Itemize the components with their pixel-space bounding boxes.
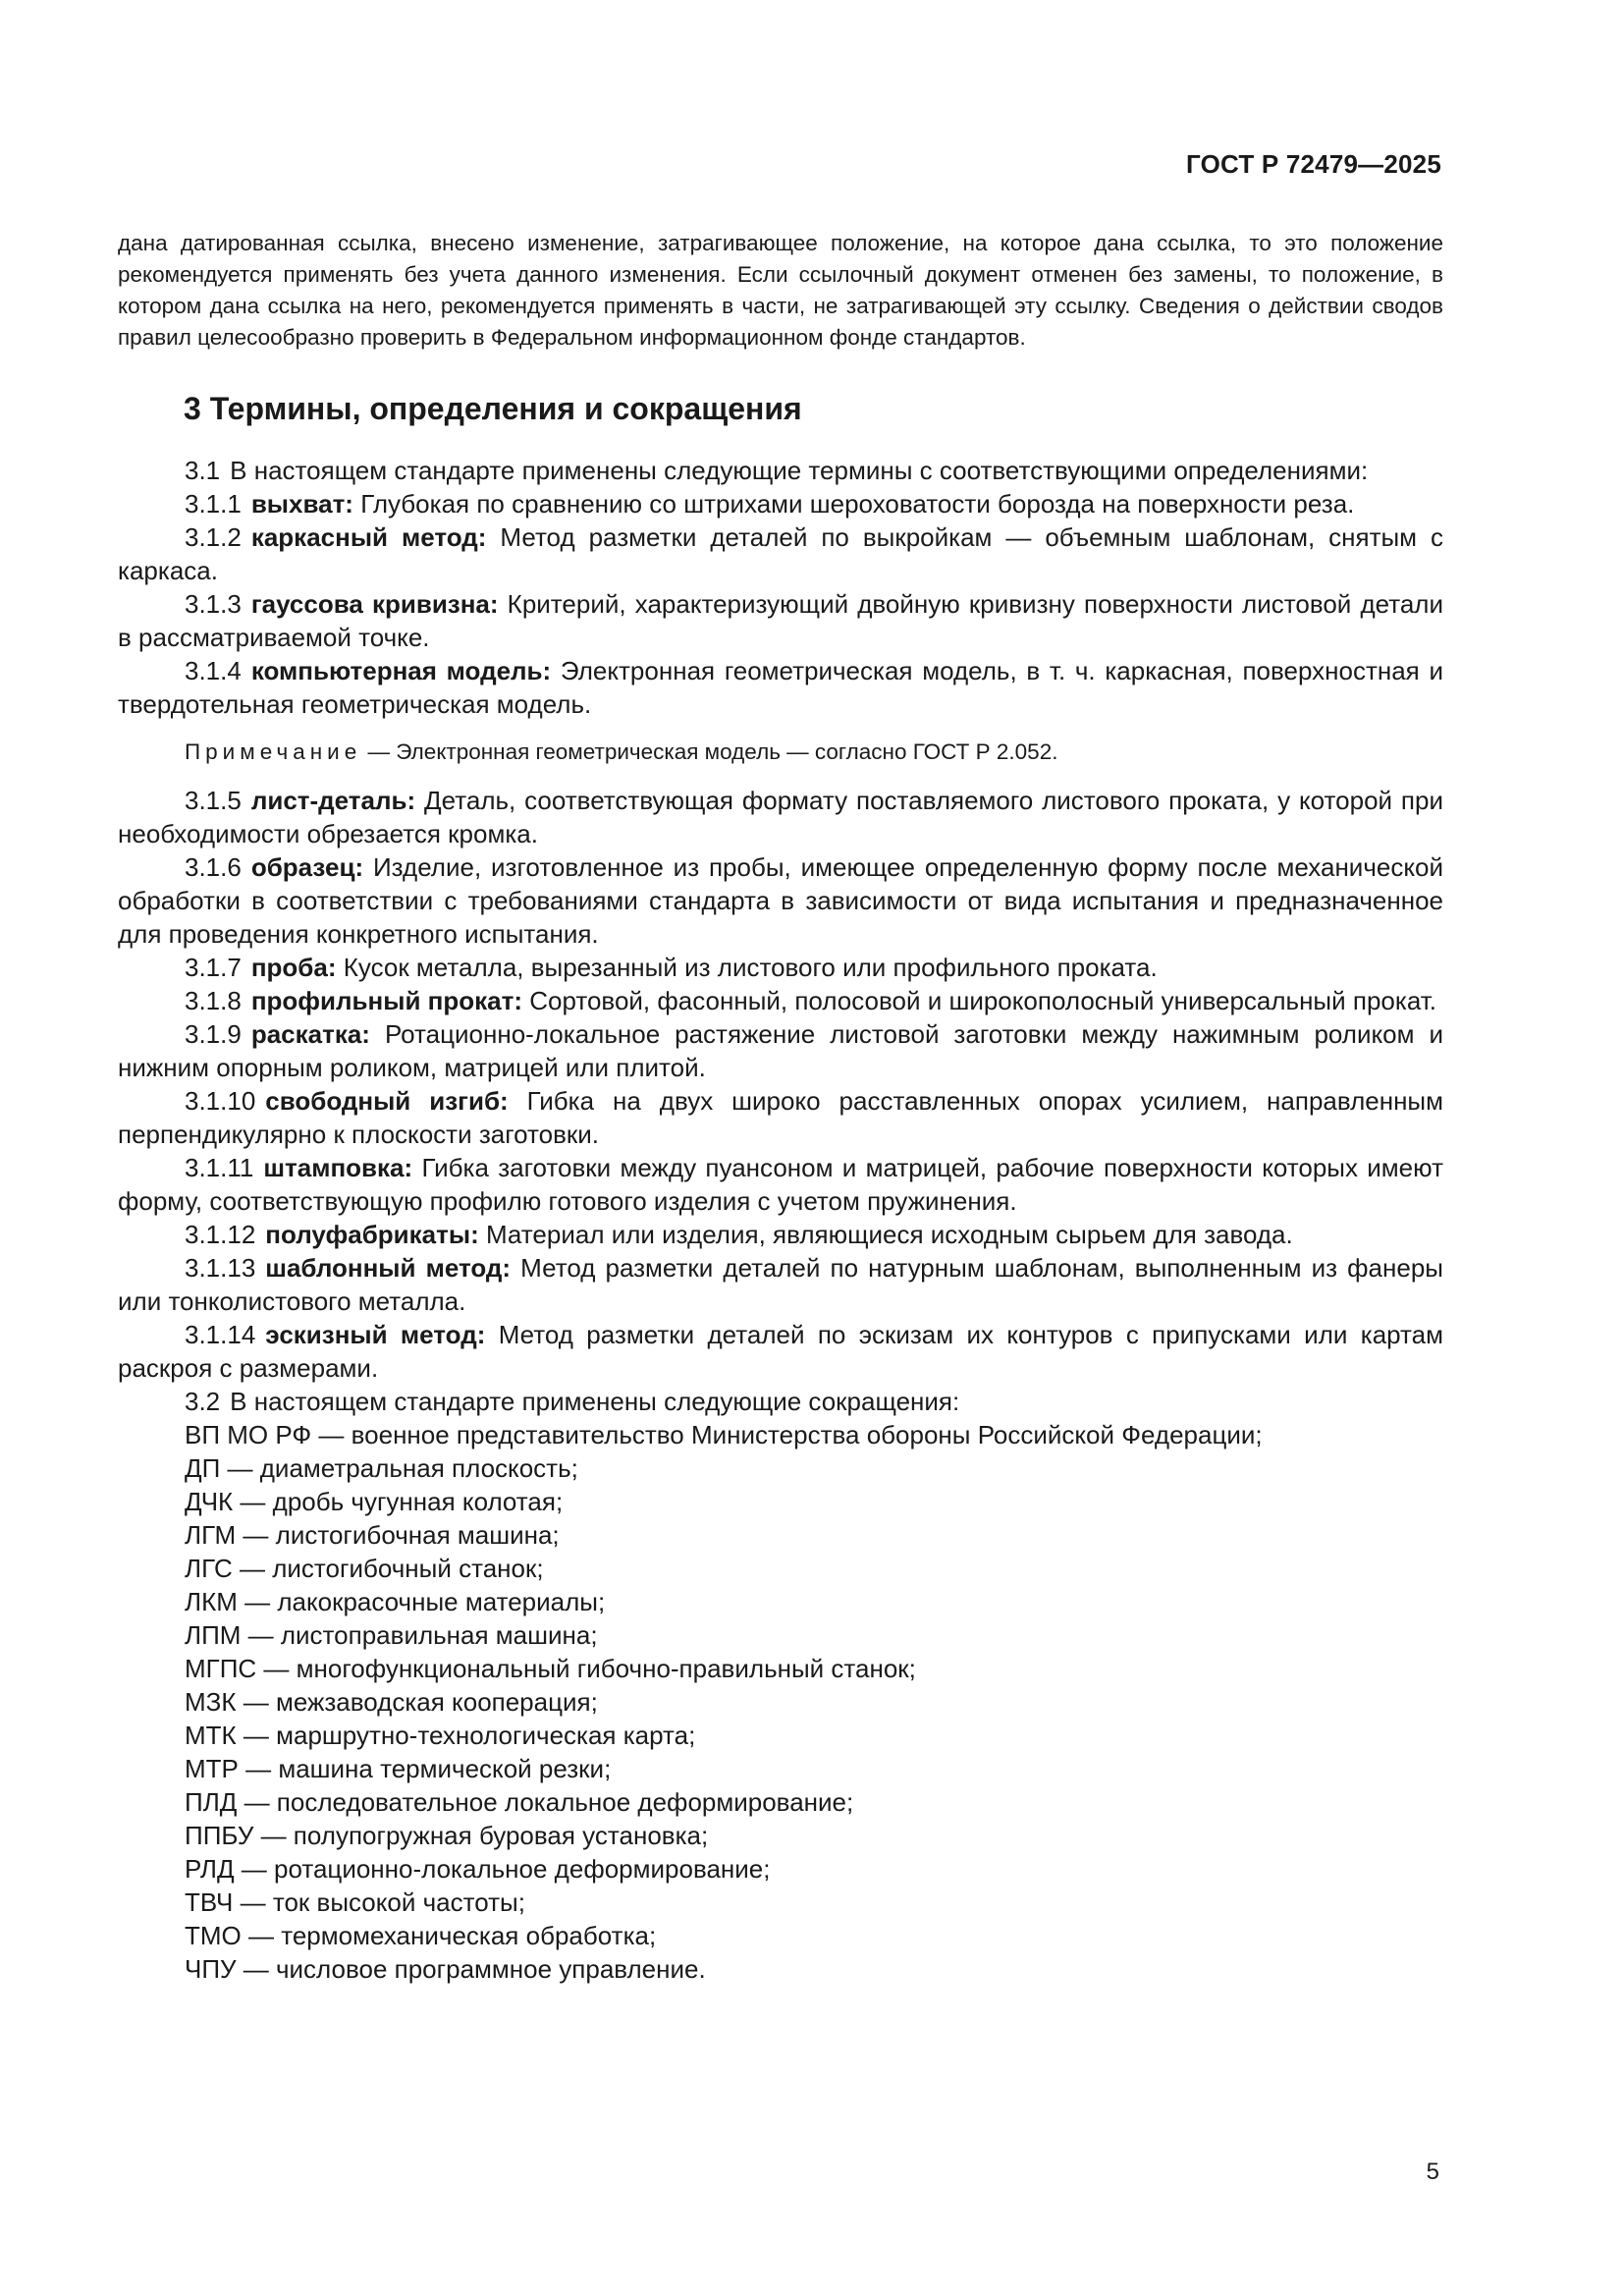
term-number: 3.1.8: [185, 986, 242, 1015]
intro-paragraph: дана датированная ссылка, внесено изменение, затрагивающее положение, на которое дана ссылка, то это положение рекомендуется применять без учета данного изменения. Если ссылочный документ отменен без замены, то положение, в котором дана ссылка на него, рекомендуется применять в части, не затрагивающей эту ссылку. Сведения о действии сводов правил целесообразно проверить в Федеральном информационном фонде стандартов.: [118, 231, 1443, 350]
note-label: Примечание: [185, 739, 362, 764]
term-3-1-2: [118, 520, 1443, 587]
term-name: эскизный метод:: [265, 1320, 486, 1349]
term-number: 3.1.9: [185, 1019, 242, 1049]
abbreviation-item: РЛД — ротационно-локальное деформирование;: [185, 1854, 771, 1884]
note-text: — Электронная геометрическая модель — согласно ГОСТ Р 2.052.: [367, 739, 1058, 764]
section-title: 3 Термины, определения и сокращения: [184, 391, 802, 426]
term-definition: Глубокая по сравнению со штрихами шероховатости борозда на поверхности реза.: [360, 489, 1355, 519]
term-name: шаблонный метод:: [265, 1253, 512, 1283]
term-name: полуфабрикаты:: [265, 1220, 479, 1249]
clause-text: В настоящем стандарте применены следующие сокращения:: [230, 1387, 960, 1416]
abbreviation-item: ТВЧ — ток высокой частоты;: [185, 1887, 525, 1917]
abbreviation-item: ПЛД — последовательное локальное деформирование;: [185, 1787, 854, 1817]
clause-3-1: [118, 454, 1443, 487]
term-3-1-14: [118, 1318, 1443, 1385]
term-name: штамповка:: [263, 1153, 413, 1182]
term-name: проба:: [250, 953, 337, 982]
term-number: 3.1.12: [185, 1220, 256, 1249]
clause-number: 3.2: [185, 1387, 221, 1416]
abbreviation-item: ЧПУ — числовое программное управление.: [185, 1954, 706, 1984]
term-definition: Метод разметки деталей по выкройкам — объемным шаблонам, снятым с каркаса.: [118, 522, 1443, 585]
abbreviation-item: ЛГС — листогибочный станок;: [185, 1554, 544, 1583]
abbreviation-item: МТР — машина термической резки;: [185, 1754, 612, 1783]
term-name: гауссова кривизна:: [250, 589, 499, 619]
term-3-1-11: [118, 1151, 1443, 1218]
term-name: компьютерная модель:: [250, 656, 552, 685]
abbreviation-item: ВП МО РФ — военное представительство Министерства обороны Российской Федерации;: [185, 1420, 1263, 1449]
clause-text: В настоящем стандарте применены следующие термины с соответствующими определениями:: [230, 456, 1369, 485]
term-3-1-3: [118, 587, 1443, 654]
term-number: 3.1.13: [185, 1253, 256, 1283]
abbreviation-item: ДП — диаметральная плоскость;: [185, 1453, 578, 1483]
term-3-1-10: [118, 1084, 1443, 1151]
abbreviation-item: МТК — маршрутно-технологическая карта;: [185, 1721, 696, 1750]
term-number: 3.1.14: [185, 1320, 256, 1349]
term-3-1-4: [118, 654, 1443, 721]
page-number: 5: [1426, 2159, 1439, 2185]
term-definition: Критерий, характеризующий двойную кривизну поверхности листовой детали в рассматриваемой точке.: [118, 589, 1443, 652]
term-name: лист-деталь:: [250, 786, 416, 815]
term-number: 3.1.4: [185, 656, 242, 685]
term-3-1-9: [118, 1017, 1443, 1084]
term-name: каркасный метод:: [250, 522, 487, 552]
clause-3-2: [118, 1385, 1443, 1418]
abbreviation-item: ЛПМ — листоправильная машина;: [185, 1620, 598, 1650]
abbreviation-item: МГПС — многофункциональный гибочно-правильный станок;: [185, 1654, 916, 1683]
term-definition: Изделие, изготовленное из пробы, имеющее определенную форму после механической обработки в соответствии с требованиями стандарта в зависимости от вида испытания и предназначенное для проведения конкретного испытания.: [118, 852, 1443, 949]
term-definition: Электронная геометрическая модель, в т. ч. каркасная, поверхностная и твердотельная геометрическая модель.: [118, 656, 1443, 719]
term-number: 3.1.2: [185, 522, 242, 552]
term-number: 3.1.3: [185, 589, 242, 619]
term-name: выхват:: [250, 489, 353, 519]
term-name: образец:: [250, 852, 364, 882]
term-name: свободный изгиб:: [265, 1086, 509, 1116]
abbreviation-item: МЗК — межзаводская кооперация;: [185, 1687, 598, 1717]
term-3-1-12: [118, 1218, 1443, 1251]
term-number: 3.1.11: [185, 1153, 254, 1182]
term-number: 3.1.7: [185, 953, 242, 982]
term-number: 3.1.6: [185, 852, 242, 882]
term-3-1-1: [118, 487, 1443, 520]
term-definition: Гибка заготовки между пуансоном и матрицей, рабочие поверхности которых имеют форму, соответствующую профилю готового изделия с учетом пружинения.: [118, 1153, 1443, 1216]
abbreviation-item: ЛГМ — листогибочная машина;: [185, 1520, 560, 1550]
term-name: профильный прокат:: [250, 986, 522, 1015]
abbreviation-item: ЛКМ — лакокрасочные материалы;: [185, 1587, 606, 1616]
term-number: 3.1.1: [185, 489, 242, 519]
term-definition: Кусок металла, вырезанный из листового или профильного проката.: [343, 953, 1158, 982]
clause-number: 3.1: [185, 456, 221, 485]
abbreviation-item: ТМО — термомеханическая обработка;: [185, 1921, 657, 1950]
term-definition: Деталь, соответствующая формату поставляемого листового проката, у которой при необходимости обрезается кромка.: [118, 786, 1443, 848]
term-definition: Материал или изделия, являющиеся исходным сырьем для завода.: [485, 1220, 1293, 1249]
abbreviation-item: ППБУ — полупогружная буровая установка;: [185, 1821, 709, 1850]
note: [118, 737, 1443, 768]
term-3-1-6: [118, 850, 1443, 951]
term-definition: Метод разметки деталей по натурным шаблонам, выполненным из фанеры или тонколистового металла.: [118, 1253, 1443, 1316]
term-number: 3.1.10: [185, 1086, 256, 1116]
term-definition: Ротационно-локальное растяжение листовой заготовки между нажимным роликом и нижним опорным роликом, матрицей или плитой.: [118, 1019, 1443, 1082]
abbreviation-item: ДЧК — дробь чугунная колотая;: [185, 1487, 564, 1516]
term-definition: Метод разметки деталей по эскизам их контуров с припусками или картам раскроя с размерами.: [118, 1320, 1443, 1383]
term-3-1-8: [118, 984, 1443, 1017]
term-3-1-7: [118, 951, 1443, 984]
term-number: 3.1.5: [185, 786, 242, 815]
term-name: раскатка:: [250, 1019, 370, 1049]
term-definition: Сортовой, фасонный, полосовой и широкополосный универсальный прокат.: [529, 986, 1436, 1015]
term-3-1-13: [118, 1251, 1443, 1318]
document-header: ГОСТ Р 72479—2025: [1186, 149, 1441, 179]
section-body: [118, 454, 1443, 1986]
term-definition: Гибка на двух широко расставленных опорах усилием, направленным перпендикулярно к плоскости заготовки.: [118, 1086, 1443, 1149]
term-3-1-5: [118, 784, 1443, 850]
